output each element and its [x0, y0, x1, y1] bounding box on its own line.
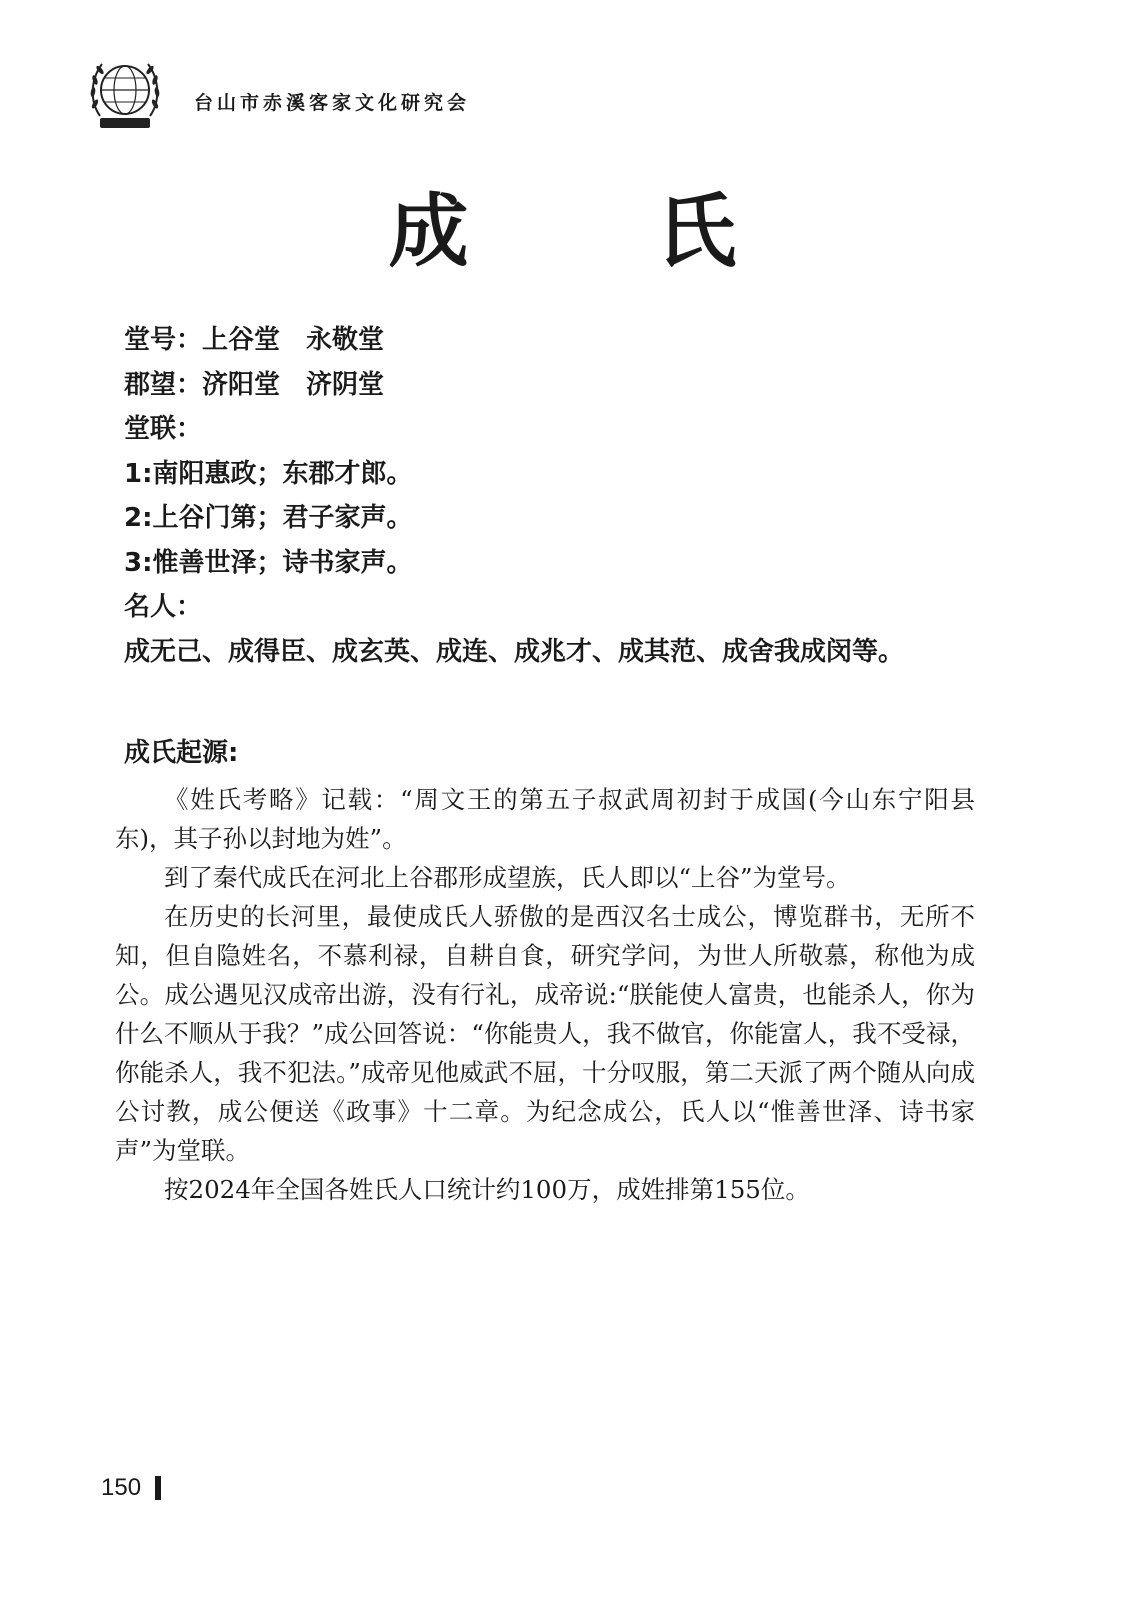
page-footer — [101, 1470, 161, 1506]
origin-paragraph: 到了秦代成氏在河北上谷郡形成望族，氏人即以“上谷”为堂号。 — [164, 863, 851, 892]
couplet-item: 3:惟善世泽；诗书家声。 — [124, 547, 413, 578]
origin-body — [115, 780, 975, 1209]
hall-name-line — [124, 318, 1004, 363]
famous-people: 成无己、成得臣、成玄英、成连、成兆才、成其范、成舍我成闵等。 — [124, 636, 905, 667]
hall-name-label: 堂号： — [124, 325, 203, 355]
couplet-item: 2:上谷门第；君子家声。 — [124, 503, 413, 533]
commandery-value: 济阴堂 — [306, 369, 385, 400]
commandery-value: 济阳堂 — [202, 369, 281, 400]
org-name: 台山市赤溪客家文化研究会 — [194, 92, 471, 114]
couplet-item: 1:南阳惠政；东郡才郎。 — [124, 458, 413, 489]
hall-name-value: 永敬堂 — [306, 325, 385, 355]
page-marker-bar — [155, 1476, 161, 1500]
page-number: 150 — [101, 1474, 142, 1501]
commandery-label: 郡望： — [124, 369, 203, 400]
commandery-line — [124, 363, 1004, 408]
page-header — [86, 52, 686, 136]
globe-wreath-emblem-icon — [86, 52, 164, 136]
origin-paragraph: 在历史的长河里，最使成氏人骄傲的是西汉名士成公，博览群书，无所不知，但自隐姓名，不慕利禄，自耕自食，研究学问，为世人所敬慕，称他为成公。成公遇见汉成帝出游，没有行礼，成帝说:“朕能使人富贵，也能杀人，你为什么不顺从于我？”成公回答说：“你能贵人，我不做官，你能富人，我不受禄，你能杀人，我不犯法。”成帝见他威武不屈，十分叹服，第二天派了两个随从向成公讨教，成公便送《政事》十二章。为纪念成公，氏人以“惟善世泽、诗书家声”为堂联。 — [115, 902, 975, 1165]
couplets-label: 堂联： — [124, 414, 203, 444]
origin-heading: 成氏起源: — [124, 738, 239, 768]
clan-info — [124, 318, 1004, 674]
origin-paragraph: 按2024年全国各姓氏人口统计约100万，成姓排第155位。 — [164, 1175, 810, 1204]
page-title: 成 氏 — [388, 184, 817, 278]
origin-paragraph: 《姓氏考略》记载：“周文王的第五子叔武周初封于成国(今山东宁阳县东)，其子孙以封地为姓”。 — [115, 785, 975, 853]
hall-name-value: 上谷堂 — [202, 325, 281, 355]
famous-label: 名人： — [124, 592, 203, 622]
